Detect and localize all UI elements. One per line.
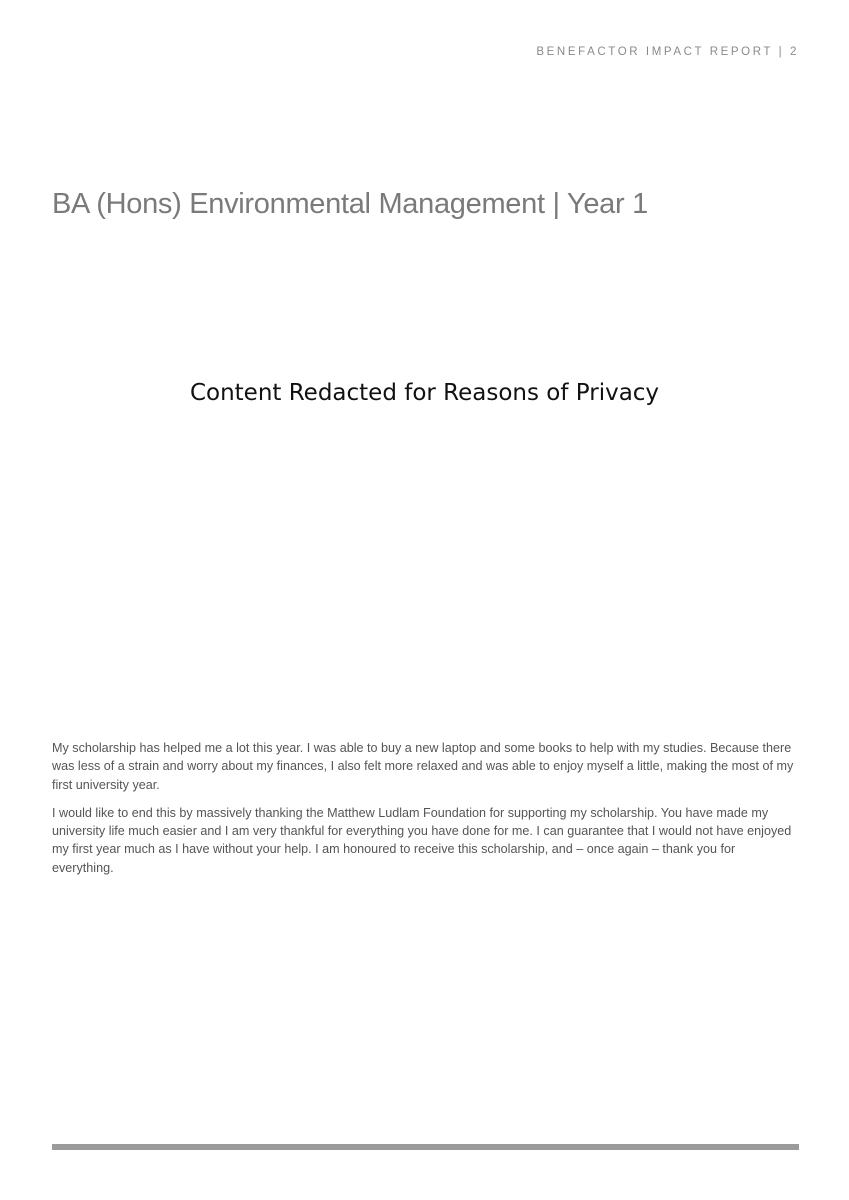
footer-divider [52,1144,799,1150]
redaction-notice: Content Redacted for Reasons of Privacy [189,380,660,406]
body-paragraph-2: I would like to end this by massively thanking the Matthew Ludlam Foundation for supporting my scholarship. You have made my university life much easier and I am very thankful for everything you have done for me. I can guarantee that I would not have enjoyed my first year much as I have without your help. I am honoured to receive this scholarship, and – once again – thank you for everything. [52,805,792,875]
body-paragraph-1: My scholarship has helped me a lot this year. I was able to buy a new laptop and some books to help with my studies. Because there was less of a strain and worry about my finances, I also felt more relaxed and was able to enjoy myself a little, making the most of my first university year. [52,741,794,792]
running-header: BENEFACTOR IMPACT REPORT | 2 [536,46,799,58]
page-title: BA (Hons) Environmental Management | Year 1 [52,188,648,220]
testimonial-body [52,739,798,887]
